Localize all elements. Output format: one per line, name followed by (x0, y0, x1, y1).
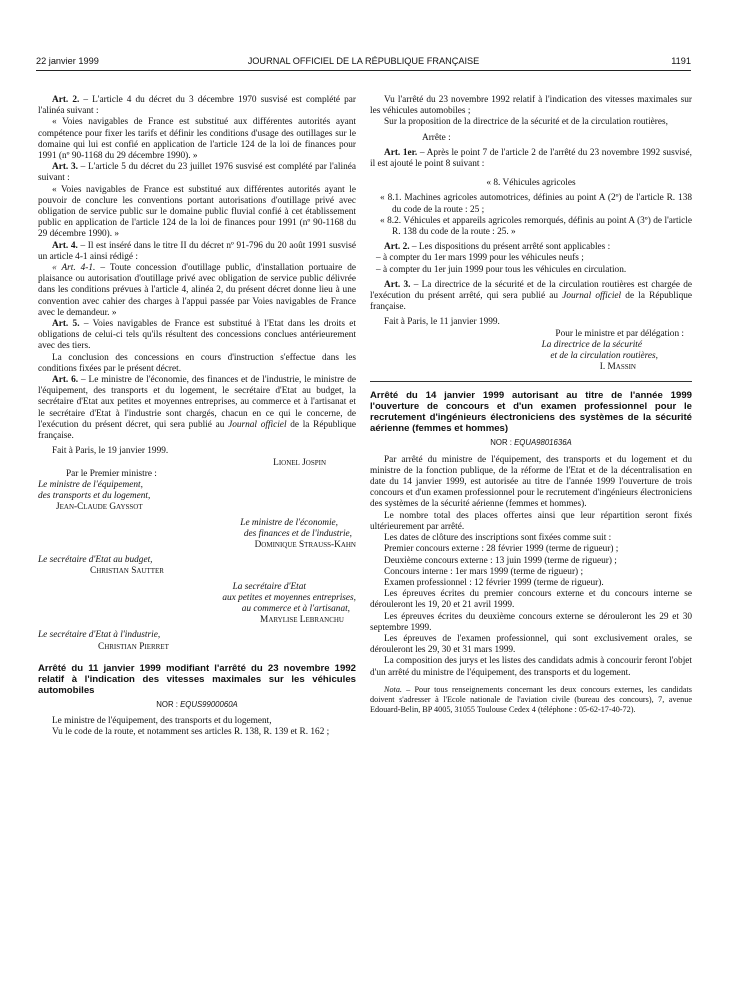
sec-pme-title-1: La secrétaire d'Etat (232, 581, 306, 592)
closing-date-item: Premier concours externe : 28 février 1999 (terme de rigueur) ; (384, 544, 619, 555)
point-8-2: « 8.2. Véhicules et appareils agricoles remorqués, définis au point A (3º) de l'article R. 138 du code de la route : 25. » (380, 215, 692, 238)
article-6 (38, 375, 356, 442)
text-paragraph: Par arrêté du ministre de l'équipement, des transports et du logement et du ministre de la fonction publique, de la réforme de l'Etat et de la décentralisation en date du 14 janvier 1999, est autorisée au titre de l'année 1999 l'ouverture de trois concours et d'un examen professionnel pour le recrutement d'ingénieurs électroniciens des systèmes de la sécurité aérienne (femmes et hommes). (370, 454, 692, 510)
nor-reference (38, 699, 356, 710)
article-3 (38, 162, 356, 184)
min-eco-title-1: Le ministre de l'économie, (240, 517, 338, 528)
min-equip-name: Jean-Claude Gayssot (56, 502, 143, 513)
text-paragraph: Les épreuves de l'examen professionnel, qui sont exclusivement orales, se dérouleront les 29, 30 et 31 mars 1999. (370, 633, 692, 656)
article-5-para: La conclusion des concessions en cours d'instruction s'effectue dans les conditions fixées par le présent décret. (38, 352, 356, 374)
sec-pme-title-3: au commerce et à l'artisanat, (241, 603, 350, 614)
article-2-quote: « Voies navigables de France est substitué aux différentes autorités ayant compétence pour fixer les tarifs et définir les conditions d'usage des outillages sur le domaine qui lui est confié en application de l'article 124 de la loi de finances pour 1991 (nº 90-1168 du 29 décembre 1990). » (38, 117, 356, 162)
article-text-end: de la République française. (38, 419, 356, 442)
min-equip-title-2: des transports et du logement, (38, 491, 151, 502)
min-eco-name: Dominique Strauss-Kahn (254, 539, 356, 550)
signature-date: Fait à Paris, le 19 janvier 1999. (52, 446, 169, 457)
article-text: – Toute concession d'outillage public, d'installation portuaire de plaisance ou autorisation d'outillage privé avec obligation de service public délivrée dans les conditions prévues à l'article 4, alinéa 2, du présent décret donne lieu à une convention avec cahier des charges à l'appui passée par Voies navigables de France avec le demandeur. » (38, 263, 356, 318)
application-dates-list (370, 253, 692, 275)
article-2-right (370, 242, 692, 253)
text-paragraph: Les épreuves écrites du premier concours externe et du concours interne se dérouleront les 19, 20 et 21 avril 1999. (370, 589, 692, 611)
article-1 (370, 148, 692, 170)
delegation-line: Pour le ministre et par délégation : (555, 328, 684, 339)
visa-code-route: Vu le code de la route, et notamment ses articles R. 138, R. 139 et R. 162 ; (52, 727, 330, 738)
visa-ministre: Le ministre de l'équipement, des transports et du logement, (52, 715, 272, 726)
article-label: Art. 4. (52, 240, 78, 251)
journal-officiel-ref: Journal officiel (228, 419, 287, 430)
point-8-1: « 8.1. Machines agricoles automotrices, définies au point A (2º) de l'article R. 138 du code de la route : 25 ; (380, 193, 692, 215)
min-eco-title-2: des finances et de l'industrie, (243, 528, 352, 539)
nor-reference (370, 437, 692, 448)
directrice-title-1: La directrice de la sécurité (541, 339, 642, 350)
closing-date-item: Examen professionnel : 12 février 1999 (terme de rigueur). (384, 577, 604, 588)
par-premier-ministre: Par le Premier ministre : (66, 468, 157, 479)
article-text: – Le ministre de l'économie, des finances et de l'industrie, le ministre de l'équipement, des transports et du logement, le secrétaire d'Etat au budget, la secrétaire d'Etat aux petites et moyennes entreprises, au commerce et à l'artisanat et le secrétaire d'Etat à l'industrie sont chargés, chacun en ce qui le concerne, de l'exécution du présent décret, qui sera publié au (38, 375, 356, 430)
header-rule (36, 70, 691, 71)
article-label: Art. 5. (52, 319, 80, 330)
nor-label: NOR : (156, 699, 181, 709)
header-date: 22 janvier 1999 (36, 56, 99, 66)
article-label: Art. 2. (52, 95, 80, 105)
nota-text: – Pour tous renseignements concernant les deux concours externes, les candidats doivent s'adresser à l'Ecole nationale de l'aviation civile (bureau des concours), 7, avenue Edouard-Belin, BP 4005, 31055 Toulouse Cedex 4 (téléphone : 05-62-17-40-72). (370, 684, 692, 714)
right-column (370, 95, 692, 715)
header-journal-title: JOURNAL OFFICIEL DE LA RÉPUBLIQUE FRANÇAISE (247, 56, 480, 66)
article-label: Art. 3. (52, 162, 78, 173)
article-label: « Art. 4-1. (52, 263, 96, 274)
article-label: Art. 2. (384, 242, 410, 253)
visa-arrete: Vu l'arrêté du 23 novembre 1992 relatif à l'indication des vitesses maximales sur les véhicules automobiles ; (370, 95, 692, 117)
article-2 (38, 95, 356, 117)
nota-label: Nota. (384, 684, 402, 694)
text-paragraph: La composition des jurys et les listes des candidats admis à concourir feront l'objet d'un arrêté du ministre de l'équipement, des transports et du logement. (370, 656, 692, 678)
list-item: – à compter du 1er mars 1999 pour les véhicules neufs ; (376, 253, 584, 264)
journal-officiel-ref: Journal officiel (562, 291, 622, 302)
article-text: – L'article 4 du décret du 3 décembre 1970 susvisé est complété par l'alinéa suivant : (38, 95, 356, 117)
article-label: Art. 6. (52, 375, 79, 386)
signatory-pm: Lionel Jospin (273, 457, 326, 468)
nor-label: NOR : (490, 438, 515, 448)
article-text: – La directrice de la sécurité et de la circulation routières est chargée de l'exécution du présent arrêté, qui sera publié au (370, 279, 692, 302)
article-label: Art. 3. (384, 279, 411, 290)
text-paragraph: Le nombre total des places offertes ainsi que leur répartition seront fixés ultérieurement par arrêté. (370, 510, 692, 532)
article-text: – Voies navigables de France est substitué à l'Etat dans les droits et obligations de celui-ci tels qu'ils résultent des concessions conclues antérieurement avec des tiers. (38, 319, 357, 352)
section-divider (370, 381, 692, 382)
closing-date-item: Deuxième concours externe : 13 juin 1999 (terme de rigueur) ; (384, 555, 617, 566)
page-header (36, 56, 691, 70)
min-equip-title-1: Le ministre de l'équipement, (38, 479, 143, 490)
arrete-label: Arrête : (422, 132, 451, 143)
list-item: – à compter du 1er juin 1999 pour tous les véhicules en circulation. (376, 264, 627, 275)
visa-proposition: Sur la proposition de la directrice de la sécurité et de la circulation routières, (384, 117, 668, 128)
arrete-title: Arrêté du 11 janvier 1999 modifiant l'arrêté du 23 novembre 1992 relatif à l'indication des vitesses maximales sur les véhicules automobiles (38, 662, 356, 696)
closing-date-item: Concours interne : 1er mars 1999 (terme de rigueur) ; (384, 566, 584, 577)
point-8-heading: « 8. Véhicules agricoles (486, 178, 576, 189)
sec-pme-name: Marylise Lebranchu (260, 615, 344, 626)
article-4 (38, 241, 356, 263)
article-text: – Après le point 7 de l'article 2 de l'arrêté du 23 novembre 1992 susvisé, il est ajouté le point 8 suivant : (370, 147, 692, 170)
directrice-name: I. Massin (599, 362, 636, 373)
sec-budget-name: Christian Sautter (90, 566, 164, 577)
sec-industrie-name: Christian Pierret (98, 641, 169, 652)
article-text-end: de la République française. (370, 291, 692, 313)
sec-budget-title: Le secrétaire d'Etat au budget, (38, 555, 153, 566)
article-4-1 (38, 263, 356, 319)
text-paragraph: Les épreuves écrites du deuxième concours externe se dérouleront les 29 et 30 septembre 1999. (370, 611, 692, 633)
nor-code: EQUS9900060A (180, 699, 238, 709)
nota-note (370, 685, 692, 715)
article-5 (38, 319, 356, 353)
sec-industrie-title: Le secrétaire d'Etat à l'industrie, (38, 630, 161, 641)
article-3-right (370, 280, 692, 314)
arrete-title: Arrêté du 14 janvier 1999 autorisant au titre de l'année 1999 l'ouverture de concours et d'un examen professionnel pour le recrutement d'ingénieurs électroniciens des systèmes de la sécurité aérienne (femmes et hommes) (370, 390, 692, 435)
sec-pme-title-2: aux petites et moyennes entreprises, (222, 592, 356, 603)
article-text: – L'article 5 du décret du 23 juillet 1976 susvisé est complété par l'alinéa suivant : (38, 162, 356, 184)
signature-date: Fait à Paris, le 11 janvier 1999. (384, 317, 500, 328)
article-text: – Il est inséré dans le titre II du décret nº 91-796 du 20 août 1991 susvisé un article 4-1 ainsi rédigé : (38, 240, 356, 262)
article-3-quote: « Voies navigables de France est substitué aux différentes autorités ayant le pouvoir de conclure les conventions portant autorisations d'outillage privé avec obligation de service public sur le domaine public fluvial confié à cet établissement public en application de l'article 124 de la loi de finances pour 1991 (nº 90-1168 du 29 décembre 1990). » (38, 184, 356, 240)
left-column (38, 95, 356, 738)
article-text: – Les dispositions du présent arrêté sont applicables : (409, 242, 611, 253)
directrice-title-2: et de la circulation routières, (550, 351, 658, 362)
article-label: Art. 1er. (384, 147, 418, 158)
nor-code: EQUA9801636A (514, 438, 572, 448)
text-paragraph: Les dates de clôture des inscriptions sont fixées comme suit : (384, 533, 612, 544)
page-number: 1191 (671, 56, 691, 66)
